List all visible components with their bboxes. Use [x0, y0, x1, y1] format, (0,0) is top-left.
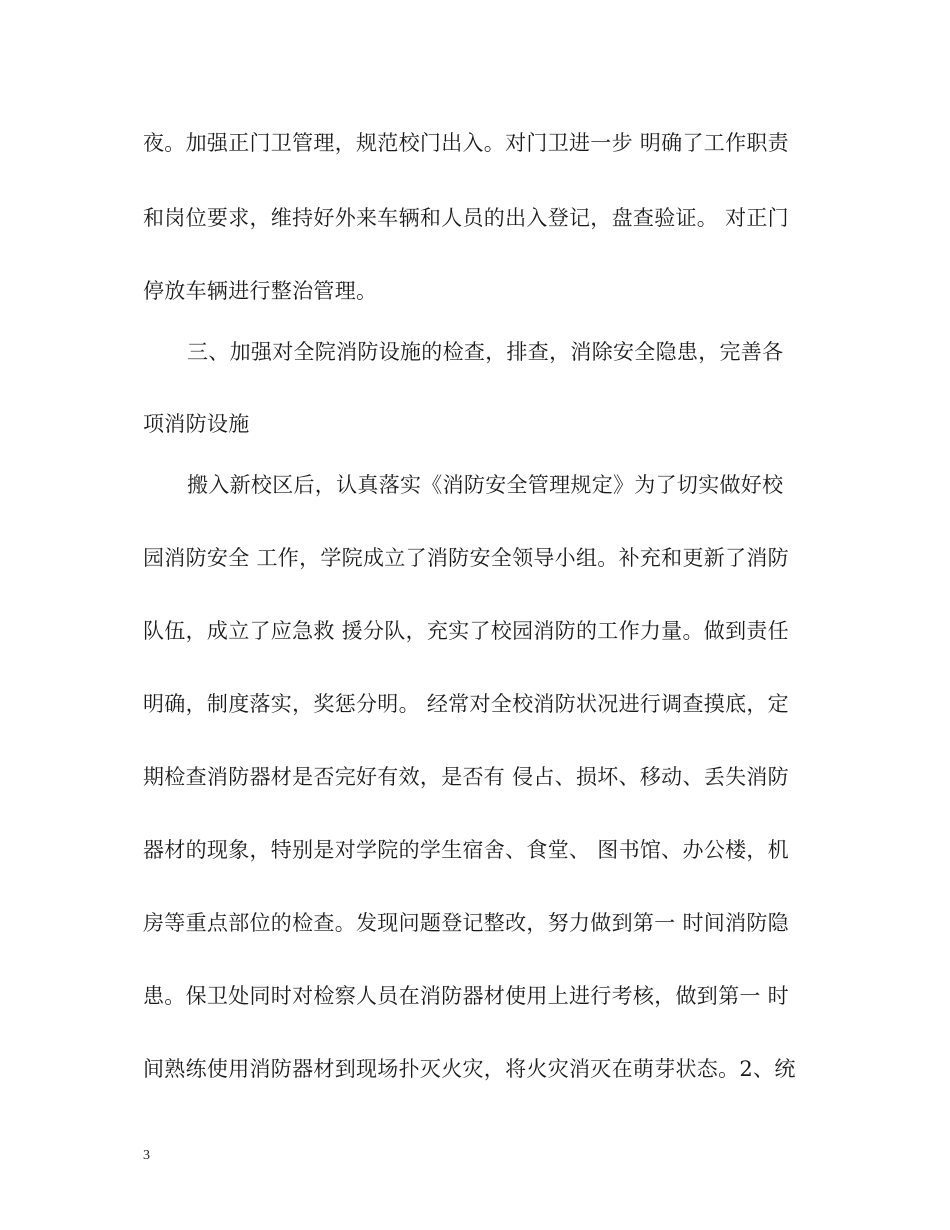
text-line: 园消防安全 工作，学院成立了消防安全领导小组。补充和更新了消防	[143, 546, 789, 570]
text-line: 夜。加强正门卫管理，规范校门出入。对门卫进一步 明确了工作职责	[143, 131, 789, 155]
text-line: 和岗位要求，维持好外来车辆和人员的出入登记，盘查验证。 对正门	[143, 206, 789, 230]
text-line: 房等重点部位的检查。发现问题登记整改，努力做到第一 时间消防隐	[143, 911, 789, 935]
text-line: 队伍，成立了应急救 援分队，充实了校园消防的工作力量。做到责任	[143, 619, 789, 643]
text-line: 患。保卫处同时对检察人员在消防器材使用上进行考核，做到第一 时	[143, 984, 789, 1008]
text-line: 期检查消防器材是否完好有效，是否有 侵占、损坏、移动、丢失消防	[143, 765, 789, 789]
page-number: 3	[143, 1148, 150, 1163]
text-line: 器材的现象，特别是对学院的学生宿舍、食堂、 图书馆、办公楼，机	[143, 838, 789, 862]
text-line: 间熟练使用消防器材到现场扑灭火灾，将火灾消灭在萌芽状态。2、统	[143, 1057, 796, 1081]
text-line: 明确，制度落实，奖惩分明。 经常对全校消防状况进行调查摸底，定	[143, 692, 789, 716]
text-line: 停放车辆进行整治管理。	[143, 279, 378, 303]
text-line: 搬入新校区后，认真落实《消防安全管理规定》为了切实做好校	[187, 473, 784, 497]
section-heading: 三、加强对全院消防设施的检查，排查，消除安全隐患，完善各	[187, 340, 784, 364]
section-heading-continued: 项消防设施	[143, 412, 250, 436]
